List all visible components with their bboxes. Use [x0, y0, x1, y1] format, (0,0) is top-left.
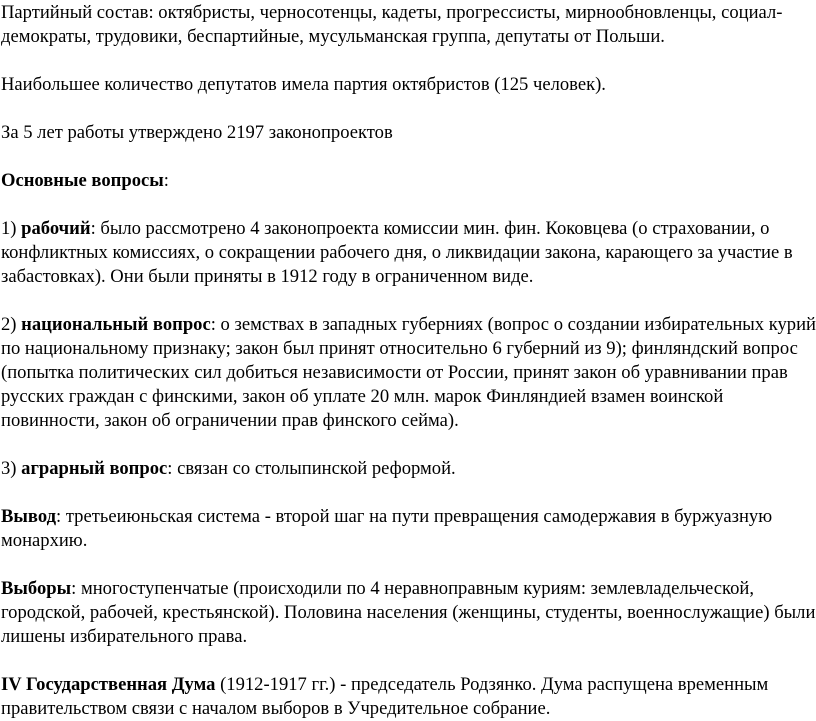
main-questions-heading: Основные вопросы	[1, 170, 164, 191]
paragraph-laws	[1, 121, 816, 145]
paragraph-parties	[1, 1, 816, 49]
workers-number: 1)	[1, 218, 22, 239]
national-text: : о земствах в западных губерниях (вопрос о создании избирательных курий по национальному признаку; закон был принят относительно 6 губерний из 9); финляндский вопрос (попытка политических сил добиться независимости от России, принят закон об уравнивании прав русских граждан с финскими, закон об уплате 20 млн. марок Финляндией взамен воинской повинности, закон об ограничении прав финского сейма).	[1, 314, 816, 431]
paragraph-agrarian-question	[1, 457, 816, 481]
parties-text: Партийный состав: октябристы, черносотенцы, кадеты, прогрессисты, мирнообновленцы, социал-демократы, трудовики, беспартийные, мусульманская группа, депутаты от Польши.	[1, 2, 783, 47]
laws-text: За 5 лет работы утверждено 2197 законопроектов	[1, 122, 393, 143]
duma4-text: (1912-1917 гг.) - председатель Родзянко. Дума распущена временным правительством связи с началом выборов в Учредительное собрание.	[1, 674, 769, 719]
workers-label: рабочий	[21, 218, 91, 239]
conclusion-label: Вывод	[1, 506, 57, 527]
paragraph-elections	[1, 577, 816, 649]
paragraph-national-question	[1, 313, 816, 433]
main-questions-suffix: :	[163, 170, 169, 191]
duma4-label: IV Государственная Дума	[1, 674, 216, 695]
national-number: 2)	[1, 314, 22, 335]
majority-text: Наибольшее количество депутатов имела партия октябристов (125 человек).	[1, 74, 606, 95]
paragraph-main-questions	[1, 169, 816, 193]
paragraph-conclusion	[1, 505, 816, 553]
agrarian-label: аграрный вопрос	[21, 458, 168, 479]
conclusion-text: : третьеиюньская система - второй шаг на пути превращения самодержавия в буржуазную монархию.	[1, 506, 773, 551]
paragraph-majority	[1, 73, 816, 97]
agrarian-number: 3)	[1, 458, 22, 479]
paragraph-workers-question	[1, 217, 816, 289]
elections-label: Выборы	[1, 578, 72, 599]
workers-text: : было рассмотрено 4 законопроекта комиссии мин. фин. Коковцева (о страховании, о конфликтных комиссиях, о сокращении рабочего дня, о ликвидации закона, карающего за участие в забастовках). Они были приняты в 1912 году в ограниченном виде.	[1, 218, 793, 287]
agrarian-text: : связан со столыпинской реформой.	[167, 458, 456, 479]
elections-text: : многоступенчатые (происходили по 4 неравноправным куриям: землевладельческой, городской, рабочей, крестьянской). Половина населения (женщины, студенты, военнослужащие) были лишены избирательного права.	[1, 578, 816, 647]
national-label: национальный вопрос	[21, 314, 211, 335]
paragraph-duma4	[1, 673, 816, 721]
